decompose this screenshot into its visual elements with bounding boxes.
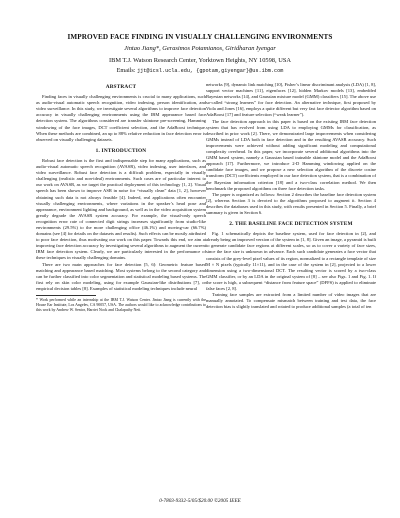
right-paragraph-2: The face detection approach in this paper is based on the existing IBM face detection system that has evolved from using LDA to employing GMMs for classification, as described in prior work [2]. There, we demonstrated large improvements when considering GMMs instead of LDA both in face detection and in the resulting AVASR accuracy. Such improvements were achieved without adding significant modeling and computational complexity overhead. In this paper, we incorporate several additional algorithms into the GMM based system, namely a Gaussian based trainable skintone model and the AdaBoost approach [17]. Furthermore, we introduce 2-D Hamming windowing applied on the candidate face images, and we propose a new selection algorithm of the discrete cosine transform (DCT) coefficients employed in our face detection system, that is a combination of the Bayesian information criterion [18] and a two-class correlation method. We then benchmark the proposed algorithms on three face detection tasks. (206, 118, 376, 191)
introduction-heading: 1. INTRODUCTION (95, 147, 147, 154)
abstract-text: Finding faces in visually challenging environments is crucial to many applications, such as audio-visual automatic speech recognition, video indexing, person identification, and video surveillance. In this study, we investigate several algorithms to improve face detection accuracy in visually challenging environments using the IBM appearance based face detection system. The algorithms considered are transfer skintone pre-screening, Hamming windowing of the face images, DCT coefficient selection, and the AdaBoost technique. When these methods are combined, an up to 88% relative reduction in face detection error is observed on visually challenging datasets. (36, 94, 206, 142)
section-2-paragraph-2: Training face samples are extracted from a limited number of video images that are manually annotated. To compensate mismatch between training and test data, the face detection bias is slightly translated and rotated to produce additional samples (a total of ten (206, 292, 376, 310)
introduction-paragraph-1: Robust face detection is the first and indispensable step for many applications, such as audio-visual automatic speech recognition (AVASR), video indexing, user interfaces, and video surveillance. Robust face detection is a difficult problem, especially in visually challenging (realistic and non-ideal) environments. Such cases are of particular interest to our work on AVASR, as we target the practical deployment of this technology [1, 2]. Visual speech has been shown to improve ASR in noise for “visually clean” data [1, 2], however obtaining such data is not always feasible [4]. Indeed, real applications often encounter visually challenging environments, where variations in the speaker’s head pose and appearance, environment lighting and background, as well as in the video acquisition system greatly degrade the AVASR system accuracy. For example, the visual-only speech recognition error rate of connected digit strings increases significantly from studio-like environments (29.5%) to the more challenging office (46.1%) and moving-car (66.7%) domains (see [4] for details on the datasets and results). Such effects can be mostly attributed to poor face detection, thus motivating our work on this paper. Towards this end, we aim at improving face detection accuracy by investigating several algorithms to augment the current IBM face detection system. Clearly, we are particularly interested in the performance of these techniques in visually challenging domains. (36, 157, 206, 261)
paper-affiliation: IBM T.J. Watson Research Center, Yorktown Heights, NY 10598, USA (108, 57, 291, 64)
introduction-paragraph-2: There are two main approaches for face detection [5, 6]: Geometric feature based matching and appearance based matching. Most systems belong to the second category and can be further classified into color segmentation and statistical modeling based systems. The first rely on skin color modeling, using for example Gaussian-like distributions [7], or empirical decision tables [8]. Examples of statistical modeling techniques include neural (36, 261, 206, 291)
abstract-heading: ABSTRACT (105, 84, 137, 90)
left-column (36, 82, 206, 313)
right-paragraph-1: networks [9], dynamic link matching [10], Fisher’s linear discriminant analysis (LDA) [1, 8], support vector machines [11], eigenfaces [12], hidden Markov models [13], embedded Bayesian networks [14], and Gaussian mixture model (GMM) classifiers [15]. The above use so-called “strong learners” for face detection. An alternative technique, first proposed by Viola and Jones [16], employs a quite different but very fast face detector algorithm based on AdaBoost [17] and feature selection (“weak learner”). (206, 82, 376, 118)
emails-value: jjt@icsl.ucla.edu, {gpotam,giyengar}@us.ibm.com (137, 68, 284, 74)
right-column (206, 82, 376, 310)
emails-label: Emails: (116, 67, 136, 74)
isbn-footer: 0-7803-9332-5/05/$20.00 ©2005 IEEE (159, 498, 241, 504)
right-paragraph-3: The paper is organized as follows: Section 2 describes the baseline face detection system [2], whereas Section 3 is devoted to the algorithms proposed to augment it. Section 4 describes the databases used in this study, with results presented in Section 5. Finally, a brief summary is given in Section 6. (206, 191, 376, 215)
paper-emails (0, 67, 400, 74)
footnote-divider (36, 295, 96, 296)
paper-title: IMPROVED FACE FINDING IN VISUALLY CHALLENGING ENVIRONMENTS (67, 33, 333, 41)
section-2-heading: 2. THE BASELINE FACE DETECTION SYSTEM (229, 221, 353, 228)
paper-authors: Jintao Jiang*, Gerasimos Potamianos, Giridharan Iyengar (124, 45, 276, 52)
section-2-paragraph-1: Fig. 1 schematically depicts the baseline system, used for face detection in [2], and already being an improved version of the system in [1, 8]. Given an image, a pyramid is built to generate candidate face regions at different scales, so as to cover a variety of face sizes, since the face size is unknown in advance. Each such candidate generates a face vector that consists of the grey-level pixel values of its region, normalized to a rectangle template of size M × N pixels (typically 11×11), and in the case of the system in [2], projected to a lower dimension using a two-dimensional DCT. The resulting vector is scored by a two-class GMM classifier, or by an LDA in the original system of [8] – see also Figs. 1 and Fig. 1. If the score is high, a subsequent “distance from feature space” (DFFS) is applied to eliminate false faces [2, 8]. (206, 231, 376, 291)
footnote: * Work performed while an internship at the IBM T.J. Watson Center. Jintao Jiang is currently with the House Ear Institute, Los Angeles, CA 90057, USA. The authors would like to acknowledge contributions to this work by Andrew W. Senior, Harriet Nock and Chalapathy Neti. (36, 298, 206, 312)
